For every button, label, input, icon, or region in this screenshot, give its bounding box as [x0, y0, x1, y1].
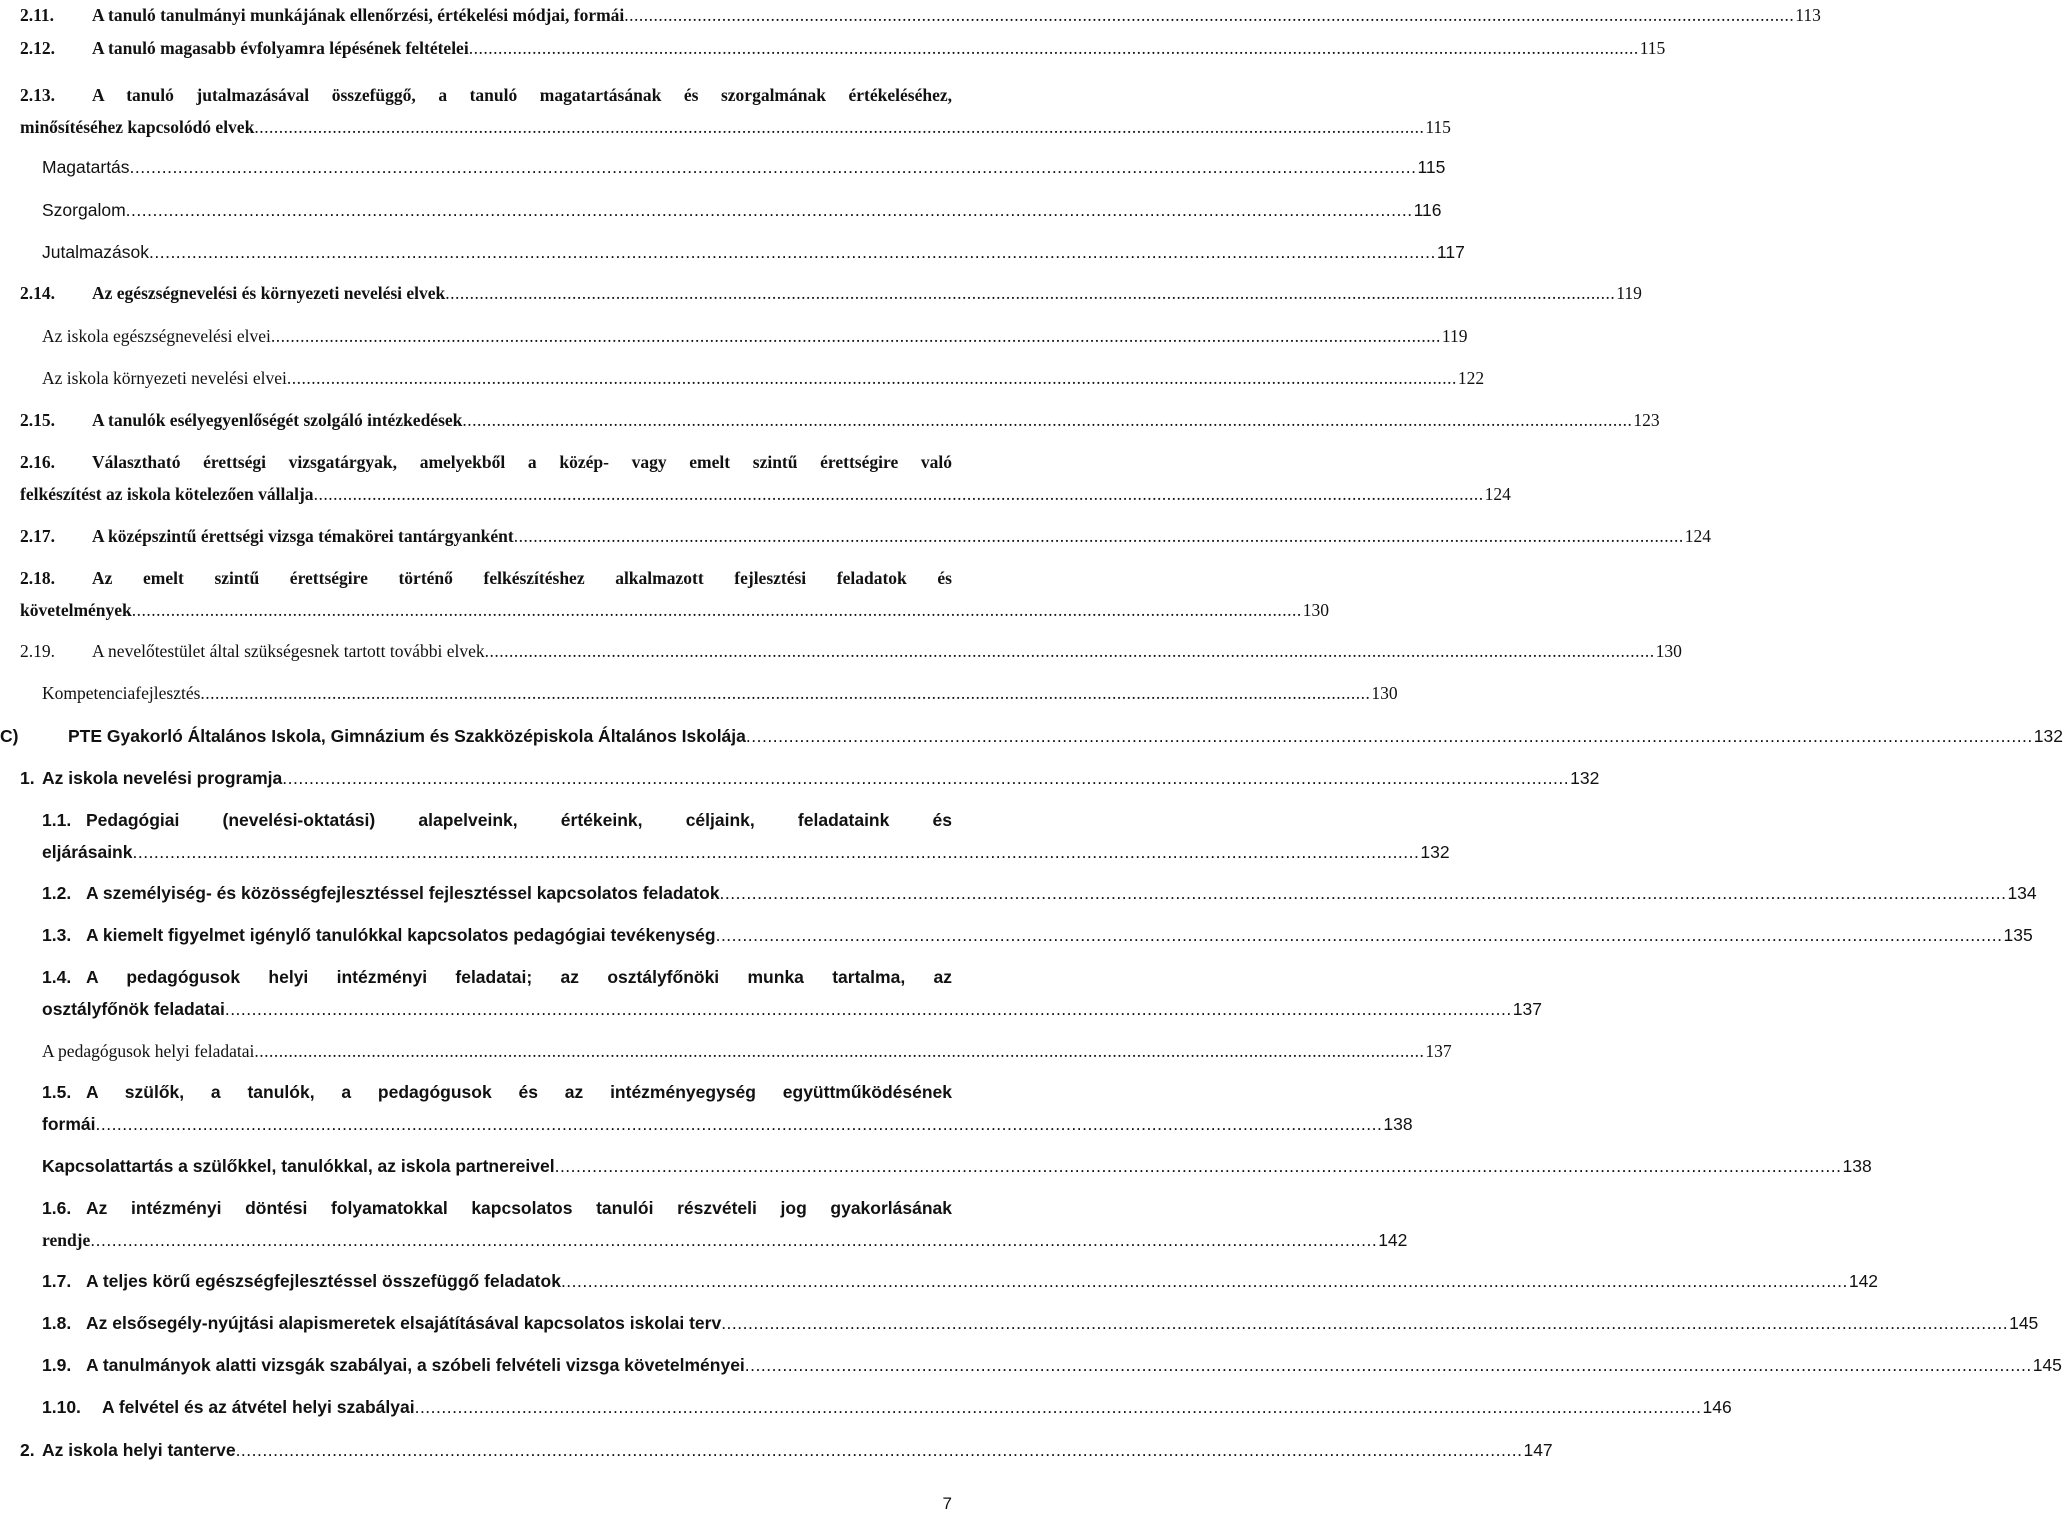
toc-dot-leader	[95, 1109, 1382, 1139]
toc-entry-number: 2.13.	[20, 85, 55, 105]
toc-entry-title: A kiemelt figyelmet igénylő tanulókkal kapcsolatos pedagógiai tevékenység	[86, 925, 716, 945]
toc-entry-title-line	[20, 447, 952, 477]
toc-entry-title-line	[42, 805, 952, 835]
toc-entry-title-line	[20, 563, 952, 593]
toc-entry-title: A tanuló tanulmányi munkájának ellenőrzési, értékelési módjai, formái	[92, 5, 625, 25]
toc-dot-leader	[130, 152, 1417, 182]
toc-entry-page: 124	[1684, 526, 1711, 546]
toc-entry-page: 119	[1441, 326, 1468, 346]
toc-dot-leader	[555, 1151, 1842, 1181]
toc-entry[interactable]	[20, 521, 1711, 551]
toc-entry-page: 134	[2007, 883, 2037, 903]
toc-entry-title: A szülők, a tanulók, a pedagógusok és az intézményegység együttműködésének	[86, 1082, 952, 1102]
toc-entry-number: 2.19.	[20, 641, 55, 661]
toc-dot-leader	[254, 1036, 1424, 1066]
toc-entry[interactable]	[42, 805, 1450, 867]
toc-entry[interactable]	[42, 1392, 1732, 1422]
toc-dot-leader	[745, 1350, 2032, 1380]
toc-entry[interactable]	[42, 237, 1465, 267]
toc-entry-title: Pedagógiai (nevelési-oktatási) alapelveink, értékeink, céljaink, feladataink és	[86, 810, 952, 830]
toc-dot-leader	[445, 278, 1615, 308]
toc-entry-title: A teljes körű egészségfejlesztéssel összefüggő feladatok	[86, 1271, 561, 1291]
toc-entry-title: felkészítést az iskola kötelezően vállalja	[20, 484, 314, 504]
toc-entry[interactable]	[20, 80, 1451, 142]
toc-entry-number: 2.15.	[20, 410, 55, 430]
toc-entry-title: Választható érettségi vizsgatárgyak, amelyekből a közép- vagy emelt szintű érettségire való	[92, 452, 952, 472]
toc-entry-title: Az egészségnevelési és környezeti nevelési elvek	[92, 283, 446, 303]
toc-entry-title: Kompetenciafejlesztés	[42, 683, 201, 703]
toc-dot-leader	[624, 0, 1794, 30]
toc-dot-leader	[469, 33, 1639, 63]
toc-entry[interactable]	[20, 33, 1666, 63]
toc-entry-title: Szorgalom	[42, 200, 126, 220]
toc-entry-page: 146	[1702, 1397, 1732, 1417]
toc-dot-leader	[236, 1435, 1523, 1465]
toc-entry-title: Az iskola egészségnevelési elvei	[42, 326, 271, 346]
toc-entry-number: 1.5.	[42, 1082, 72, 1102]
toc-dot-leader	[462, 405, 1632, 435]
toc-dot-leader	[415, 1392, 1702, 1422]
toc-entry-title: A pedagógusok helyi intézményi feladatai; az osztályfőnöki munka tartalma, az	[86, 967, 952, 987]
toc-entry-number: 1.6.	[42, 1198, 72, 1218]
toc-entry[interactable]	[42, 678, 1398, 708]
toc-dot-leader	[126, 195, 1413, 225]
toc-entry-title: Az iskola helyi tanterve	[42, 1440, 236, 1460]
toc-entry-number: 1.8.	[42, 1313, 72, 1333]
toc-dot-leader	[561, 1266, 1848, 1296]
toc-entry[interactable]	[42, 1308, 2039, 1338]
toc-dot-leader	[282, 763, 1569, 793]
toc-entry[interactable]	[42, 1266, 1879, 1296]
toc-dot-leader	[314, 479, 1484, 509]
toc-entry-page: 130	[1302, 600, 1330, 620]
toc-entry[interactable]	[20, 1435, 1553, 1465]
toc-dot-leader	[200, 678, 1370, 708]
toc-entry[interactable]	[42, 321, 1468, 351]
toc-entry[interactable]	[20, 405, 1660, 435]
toc-entry-number: 2.16.	[20, 452, 55, 472]
toc-entry-title: A középszintű érettségi vizsga témakörei tantárgyanként	[92, 526, 514, 546]
toc-entry-title-line	[42, 1193, 952, 1223]
toc-entry-number: 2.12.	[20, 38, 55, 58]
toc-entry-page: 123	[1633, 410, 1660, 430]
toc-dot-leader	[225, 994, 1512, 1024]
toc-entry[interactable]	[20, 763, 1600, 793]
toc-entry-page: 115	[1639, 38, 1666, 58]
toc-entry-page: 142	[1378, 1230, 1408, 1250]
toc-entry-title: eljárásaink	[42, 842, 133, 862]
toc-dot-leader	[746, 721, 2033, 751]
toc-entry-title-line	[42, 1077, 952, 1107]
toc-entry-title: Az iskola nevelési programja	[42, 768, 283, 788]
toc-entry-page: 137	[1425, 1041, 1452, 1061]
toc-entry-page: 132	[1570, 768, 1600, 788]
toc-entry-number: 2.11.	[20, 5, 55, 25]
toc-entry-page: 113	[1795, 5, 1821, 25]
toc-entry-page: 115	[1425, 117, 1451, 137]
toc-entry-page: 137	[1512, 999, 1542, 1019]
toc-entry-number: 1.4.	[42, 967, 72, 987]
toc-entry-page: 132	[1420, 842, 1450, 862]
toc-entry-number: 1.2.	[42, 883, 72, 903]
toc-entry-page: 130	[1371, 683, 1398, 703]
toc-entry-number: 2.18.	[20, 568, 55, 588]
toc-entry-page: 117	[1436, 242, 1465, 262]
toc-dot-leader	[132, 837, 1419, 867]
toc-entry[interactable]	[42, 878, 2037, 908]
toc-entry-page: 138	[1383, 1114, 1413, 1134]
toc-entry-number: C)	[0, 726, 19, 746]
toc-entry-title: A tanulók esélyegyenlőségét szolgáló intézkedések	[92, 410, 463, 430]
toc-entry-page: 130	[1655, 641, 1682, 661]
toc-entry-number: 1.	[20, 768, 35, 788]
toc-entry[interactable]	[42, 1151, 1872, 1181]
toc-entry-title-line	[20, 80, 952, 110]
page-number: 7	[942, 1494, 952, 1513]
toc-dot-leader	[721, 1308, 2008, 1338]
toc-entry-title: A pedagógusok helyi feladatai	[42, 1041, 255, 1061]
toc-entry-number: 2.17.	[20, 526, 55, 546]
toc-entry[interactable]	[42, 1350, 2062, 1380]
toc-dot-leader	[514, 521, 1684, 551]
toc-entry[interactable]	[42, 1077, 1413, 1139]
toc-dot-leader	[90, 1225, 1377, 1255]
toc-entry-number: 1.3.	[42, 925, 72, 945]
toc-dot-leader	[716, 920, 2003, 950]
toc-entry-page: 116	[1413, 200, 1442, 220]
toc-entry-title: PTE Gyakorló Általános Iskola, Gimnázium és Szakközépiskola Általános Iskolája	[68, 726, 746, 746]
toc-entry-page: 119	[1616, 283, 1642, 303]
toc-entry-title: Jutalmazások	[42, 242, 149, 262]
toc-entry-title: követelmények	[20, 600, 132, 620]
toc-dot-leader	[720, 878, 2007, 908]
toc-entry-page: 115	[1417, 157, 1446, 177]
toc-entry-title: A tanuló magasabb évfolyamra lépésének feltételei	[92, 38, 469, 58]
toc-entry-page: 122	[1457, 368, 1485, 388]
toc-entry-title: Az iskola környezeti nevelési elvei	[42, 368, 287, 388]
toc-entry-number: 1.10.	[42, 1397, 81, 1417]
toc-entry[interactable]	[42, 1193, 1408, 1255]
toc-entry[interactable]	[42, 152, 1446, 182]
toc-entry[interactable]	[42, 363, 1485, 393]
toc-entry-title: osztályfőnök feladatai	[42, 999, 225, 1019]
toc-entry-number: 1.7.	[42, 1271, 72, 1291]
toc-entry-page: 138	[1842, 1156, 1872, 1176]
toc-dot-leader	[287, 363, 1457, 393]
toc-entry-page: 135	[2003, 925, 2033, 945]
toc-entry-page: 142	[1848, 1271, 1879, 1291]
toc-dot-leader	[271, 321, 1441, 351]
toc-entry-page: 147	[1523, 1440, 1553, 1460]
toc-entry-title: Az emelt szintű érettségire történő felkészítéshez alkalmazott fejlesztési feladatok és	[92, 568, 952, 588]
toc-entry-title: Az elsősegély-nyújtási alapismeretek elsajátításával kapcsolatos iskolai terv	[86, 1313, 722, 1333]
toc-entry-title: minősítéséhez kapcsolódó elvek	[20, 117, 255, 137]
toc-entry[interactable]	[42, 1036, 1452, 1066]
toc-entry-number: 1.9.	[42, 1355, 72, 1375]
toc-dot-leader	[254, 112, 1424, 142]
toc-entry-page: 132	[2033, 726, 2063, 746]
toc-dot-leader	[485, 636, 1655, 666]
toc-entry-page: 145	[2032, 1355, 2062, 1375]
toc-entry-number: 2.14.	[20, 283, 55, 303]
toc-entry-page: 145	[2009, 1313, 2039, 1333]
toc-entry-title: A tanuló jutalmazásával összefüggő, a tanuló magatartásának és szorgalmának értékeléséhez,	[92, 85, 952, 105]
toc-entry[interactable]	[0, 721, 2063, 751]
toc-entry-title-line	[42, 962, 952, 992]
toc-entry-title: Kapcsolattartás a szülőkkel, tanulókkal, az iskola partnereivel	[42, 1156, 555, 1176]
toc-entry-title: A nevelőtestület által szükségesnek tartott további elvek	[92, 641, 485, 661]
toc-entry-title: rendje	[42, 1230, 91, 1250]
toc-entry[interactable]	[42, 195, 1442, 225]
toc-dot-leader	[132, 595, 1302, 625]
toc-entry[interactable]	[20, 447, 1511, 509]
toc-entry[interactable]	[42, 962, 1542, 1024]
toc-entry-title: Magatartás	[42, 157, 130, 177]
toc-entry[interactable]	[20, 0, 1821, 30]
toc-entry[interactable]	[20, 636, 1682, 666]
toc-entry-title: A felvétel és az átvétel helyi szabályai	[102, 1397, 415, 1417]
toc-entry-title: formái	[42, 1114, 96, 1134]
toc-entry-number: 2.	[20, 1440, 35, 1460]
toc-entry-title: A személyiség- és közösségfejlesztéssel fejlesztéssel kapcsolatos feladatok	[86, 883, 720, 903]
toc-entry[interactable]	[42, 920, 2033, 950]
toc-entry[interactable]	[20, 278, 1642, 308]
toc-entry-number: 1.1.	[42, 810, 72, 830]
toc-dot-leader	[149, 237, 1436, 267]
toc-entry-title: Az intézményi döntési folyamatokkal kapcsolatos tanulói részvételi jog gyakorlásának	[86, 1198, 952, 1218]
toc-entry-page: 124	[1484, 484, 1511, 504]
toc-entry[interactable]	[20, 563, 1330, 625]
toc-entry-title: A tanulmányok alatti vizsgák szabályai, a szóbeli felvételi vizsga követelményei	[86, 1355, 745, 1375]
